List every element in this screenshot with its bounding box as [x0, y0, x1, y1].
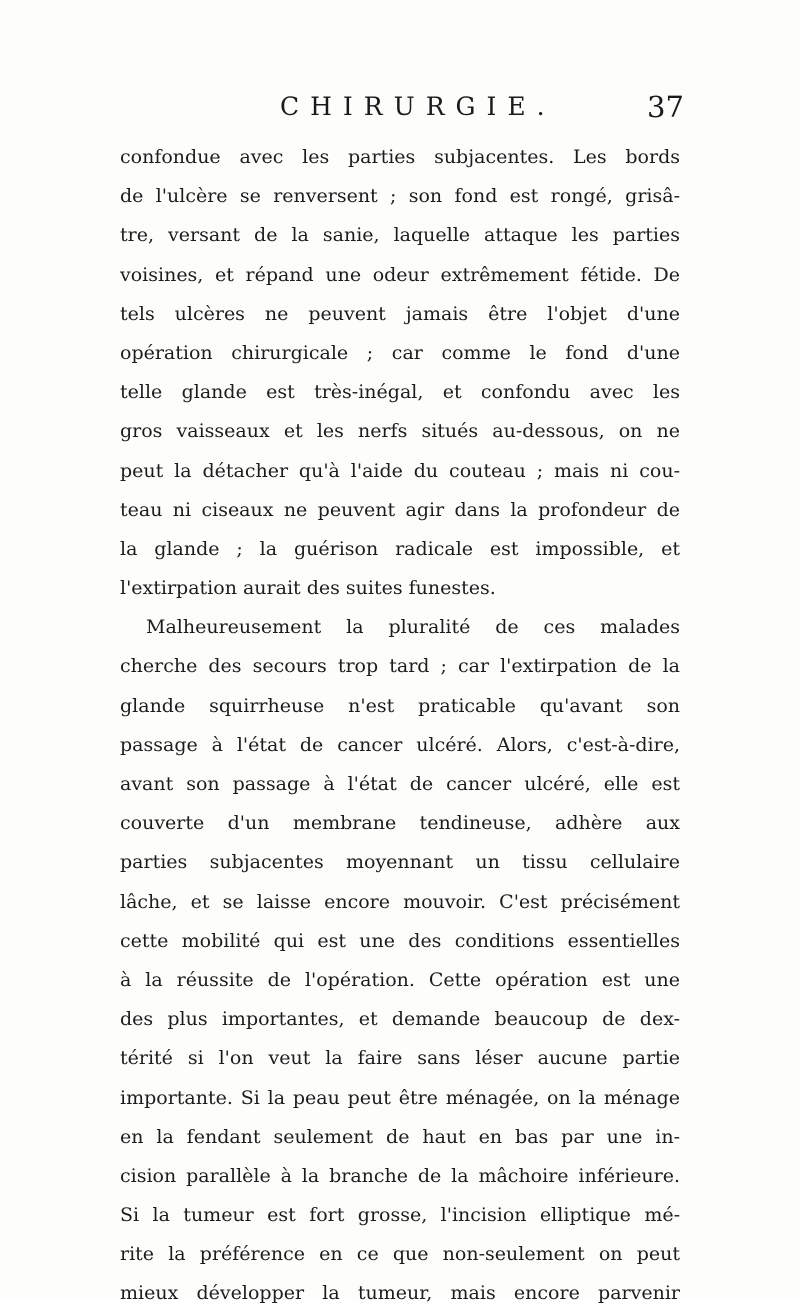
- page-header: [0, 92, 800, 132]
- text-line: couverte d'un membrane tendineuse, adhère aux: [120, 812, 680, 835]
- text-line: teau ni ciseaux ne peuvent agir dans la profondeur de: [120, 498, 680, 521]
- text-line: peut la détacher qu'à l'aide du couteau ; mais ni cou-: [120, 459, 680, 482]
- text-line: tre, versant de la sanie, laquelle attaque les parties: [120, 224, 680, 247]
- text-line: gros vaisseaux et les nerfs situés au-dessous, on ne: [120, 420, 680, 443]
- running-head: CHIRURGIE.: [280, 92, 556, 121]
- text-line: avant son passage à l'état de cancer ulcéré, elle est: [120, 773, 680, 795]
- text-line: importante. Si la peau peut être ménagée, on la ménage: [120, 1086, 680, 1109]
- text-line: cision parallèle à la branche de la mâchoire inférieure.: [120, 1164, 680, 1187]
- text-line: térité si l'on veut la faire sans léser aucune partie: [120, 1047, 680, 1070]
- text-line: en la fendant seulement de haut en bas par une in-: [120, 1125, 680, 1148]
- text-line: glande squirrheuse n'est praticable qu'avant son: [120, 694, 680, 717]
- text-line: la glande ; la guérison radicale est impossible, et: [120, 537, 680, 560]
- text-line: confondue avec les parties subjacentes. Les bords: [120, 146, 680, 168]
- text-line: cherche des secours trop tard ; car l'extirpation de la: [120, 655, 680, 678]
- text-line: Malheureusement la pluralité de ces malades: [146, 616, 680, 639]
- text-line: opération chirurgicale ; car comme le fond d'une: [120, 341, 680, 364]
- text-line: tels ulcères ne peuvent jamais être l'objet d'une: [120, 302, 680, 325]
- text-line: Si la tumeur est fort grosse, l'incision elliptique mé-: [120, 1204, 680, 1227]
- text-line: parties subjacentes moyennant un tissu cellulaire: [120, 851, 680, 874]
- text-line: des plus importantes, et demande beaucoup de dex-: [120, 1008, 680, 1031]
- body-text: [120, 138, 680, 1314]
- text-line: de l'ulcère se renversent ; son fond est rongé, grisâ-: [120, 185, 680, 208]
- text-line: à la réussite de l'opération. Cette opération est une: [120, 968, 680, 991]
- text-line: mieux développer la tumeur, mais encore parvenir: [120, 1282, 680, 1305]
- text-line: lâche, et se laisse encore mouvoir. C'est précisément: [120, 890, 680, 913]
- text-line: voisines, et répand une odeur extrêmement fétide. De: [120, 263, 680, 286]
- text-line: cette mobilité qui est une des conditions essentielles: [120, 929, 680, 952]
- text-line: rite la préférence en ce que non-seulement on peut: [120, 1243, 680, 1266]
- page-number: 37: [647, 90, 684, 124]
- text-line: telle glande est très-inégal, et confondu avec les: [120, 381, 680, 404]
- text-line: passage à l'état de cancer ulcéré. Alors, c'est-à-dire,: [120, 733, 680, 756]
- text-line: l'extirpation aurait des suites funestes.: [120, 577, 496, 600]
